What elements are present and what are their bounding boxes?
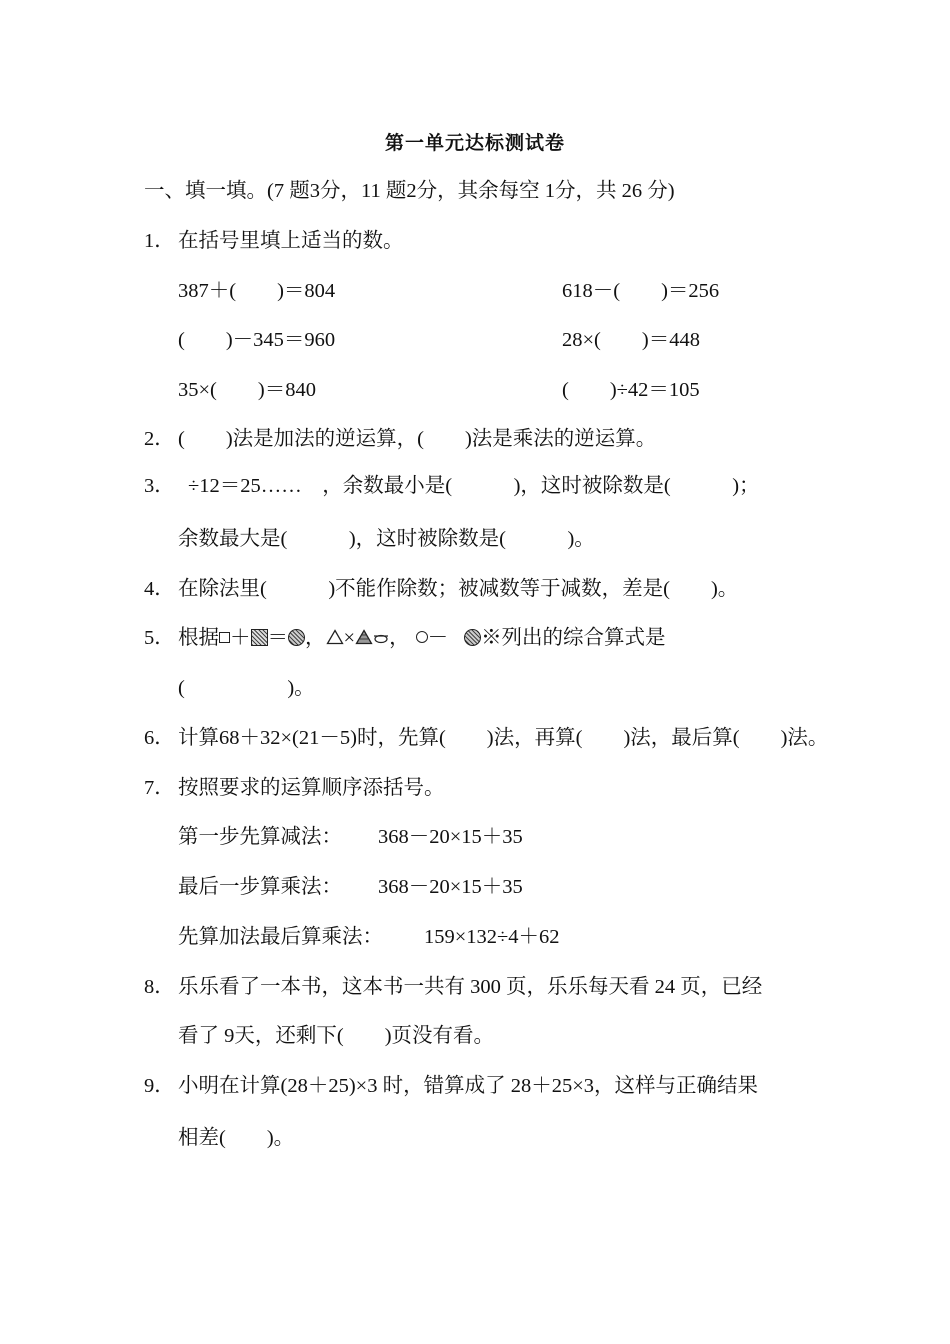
question-1: [144, 227, 404, 255]
question-text: 乐乐看了一本书，这本书一共有 300 页，乐乐每天看 24 页，已经: [178, 976, 763, 998]
question-number: 7．: [144, 777, 175, 799]
q1-equation-6: ( )÷42＝105: [562, 379, 700, 401]
hatched-square-icon: [251, 629, 268, 646]
question-number: 9．: [144, 1075, 175, 1097]
q5-plus: ＋: [230, 627, 251, 649]
q7-step-2-label: 最后一步算乘法：: [178, 876, 342, 898]
question-5: [144, 624, 666, 652]
question-text: 在除法里( )不能作除数；被减数等于减数，差是( )。: [178, 578, 739, 600]
question-8: [144, 973, 762, 1001]
question-text: 小明在计算(28＋25)×3 时，错算成了 28＋25×3，这样与正确结果: [178, 1075, 759, 1097]
q7-step-3-label: 先算加法最后算乘法：: [178, 926, 383, 948]
question-5-answer-line: ( )。: [178, 677, 315, 699]
question-number: 4．: [144, 578, 175, 600]
question-6: [144, 724, 828, 752]
question-text: ( )法是加法的逆运算，( )法是乘法的逆运算。: [178, 428, 657, 450]
hatched-circle-icon: [464, 629, 481, 646]
triangle-icon: [326, 629, 344, 645]
question-8-line-2: 看了 9天，还剩下( )页没有看。: [178, 1025, 495, 1047]
question-number: 6．: [144, 727, 175, 749]
question-3-line-2: 余数最大是( )，这时被除数是( )。: [178, 528, 595, 550]
q7-step-1-label: 第一步先算减法：: [178, 826, 342, 848]
q5-prefix: 根据: [178, 627, 219, 649]
page-title: 第一单元达标测试卷: [384, 133, 565, 154]
small-square-icon: [219, 632, 230, 643]
question-number: 2．: [144, 428, 175, 450]
q5-comma-2: ，: [389, 627, 410, 649]
question-number: 3．: [144, 475, 175, 497]
hatched-triangle-icon: [355, 629, 373, 645]
q5-equals: ＝: [267, 627, 288, 649]
q7-step-3-expression: 159×132÷4＋62: [424, 926, 560, 948]
question-text: 计算68＋32×(21－5)时，先算( )法，再算( )法，最后算( )法。: [178, 727, 829, 749]
question-text: ÷12＝25…… ，余数最小是( )，这时被除数是( )；: [188, 475, 760, 497]
question-number: 1．: [144, 230, 175, 252]
q1-equation-2: 618－( )＝256: [562, 280, 720, 302]
q7-step-1-expression: 368－20×15＋35: [378, 826, 523, 848]
question-text: 在括号里填上适当的数。: [178, 230, 404, 252]
question-7: [144, 774, 445, 802]
question-text: 按照要求的运算顺序添括号。: [178, 777, 445, 799]
question-9: [144, 1072, 758, 1100]
question-9-line-2: 相差( )。: [178, 1127, 295, 1149]
question-2: [144, 425, 656, 453]
q1-equation-4: 28×( )＝448: [562, 329, 700, 351]
open-circle-icon: [416, 631, 428, 643]
question-3: [144, 472, 760, 500]
hatched-circle-icon: [288, 629, 305, 646]
question-number: 5．: [144, 627, 175, 649]
question-4: [144, 575, 738, 603]
q5-comma-1: ，: [305, 627, 326, 649]
q1-equation-1: 387＋( )＝804: [178, 280, 336, 302]
q7-step-2-expression: 368－20×15＋35: [378, 876, 523, 898]
q1-equation-5: 35×( )＝840: [178, 379, 316, 401]
q1-equation-3: ( )－345＝960: [178, 329, 336, 351]
section-heading: 一、填一填。(7 题3分，11 题2分，其余每空 1分，共 26 分): [144, 180, 675, 202]
question-number: 8．: [144, 976, 175, 998]
crossed-circle-icon: [373, 629, 389, 645]
q5-times: ×: [343, 627, 356, 649]
q5-minus: －: [427, 627, 449, 649]
q5-suffix: ※列出的综合算式是: [481, 627, 666, 649]
